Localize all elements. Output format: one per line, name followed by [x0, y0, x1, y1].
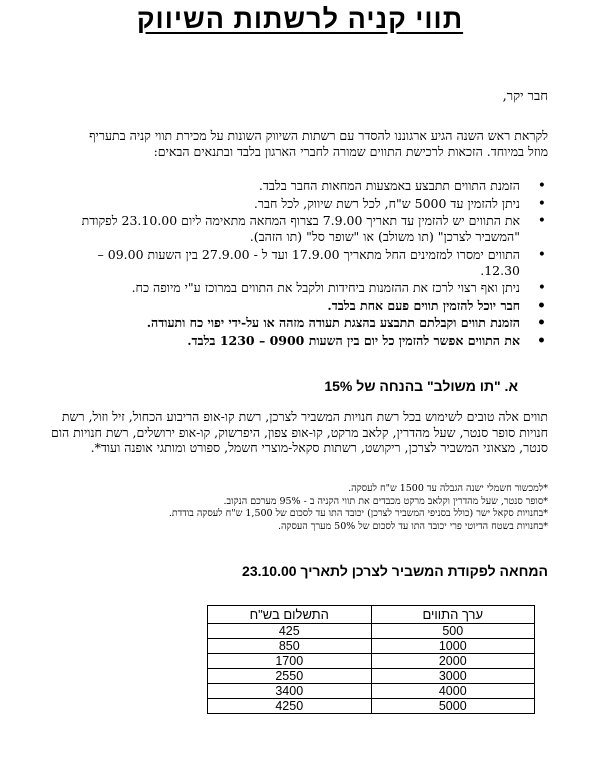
cell-payment: 425: [208, 624, 372, 639]
section-a-heading: א. "תו משולב" בהנחה של 15%: [324, 378, 518, 394]
table-row: [208, 699, 535, 714]
condition-item: • הזמנת התווים תתבצע באמצעות המחאות החבר בלבד.: [78, 178, 548, 194]
condition-item: • התווים ימסרו למזמינים החל מתאריך 17.9.00 ועד ל - 27.9.00 בין השעות 09.00 – 12.30.: [78, 247, 548, 279]
condition-item: • ניתן ואף רצוי לרכז את ההזמנות ביחידות ולקבל את התווים במרוכז ע"י מיופה כח.: [78, 280, 548, 296]
table-row: [208, 684, 535, 699]
conditions-list: [78, 178, 548, 350]
cell-payment: 850: [208, 639, 372, 654]
table-row: [208, 654, 535, 669]
cell-value: 4000: [371, 684, 535, 699]
condition-item: • את התווים אפשר להזמין כל יום בין השעות 0900 – 1230 בלבד.: [78, 333, 548, 349]
table-header-row: [208, 606, 535, 624]
cell-payment: 3400: [208, 684, 372, 699]
price-table: [207, 605, 535, 714]
cell-value: 3000: [371, 669, 535, 684]
table-row: [208, 624, 535, 639]
page-title: תווי קניה לרשתות השיווק: [136, 4, 464, 34]
intro-paragraph: לקראת ראש השנה הגיע ארגוננו להסדר עם רשתות השיווק השונות על מכירת תווי קניה בתעריף מוזל במיוחד. הזכאות לרכישת התווים שמורה לחברי הארגון בלבד ובתנאים הבאים:: [89, 128, 548, 159]
footnote: *בחנויות סקאל ישר (כולל בסניפי המשביר לצרכן) יכובד התו עד לסכום של 1,500 ש"ח לעסקה בודדת.: [168, 508, 548, 519]
cell-value: 500: [371, 624, 535, 639]
header-payment: התשלום בש"ח: [208, 606, 372, 624]
cell-payment: 2550: [208, 669, 372, 684]
greeting: חבר יקר,: [502, 89, 548, 104]
cell-payment: 1700: [208, 654, 372, 669]
footnote: *בחנויות בשטח הדיוטי פרי יכובד התו עד לסכום של 50% מערך העסקה.: [277, 520, 548, 532]
footnotes-list: [88, 483, 548, 533]
condition-item: • חבר יוכל להזמין תווים פעם אחת בלבד.: [78, 298, 548, 314]
cell-value: 5000: [371, 699, 535, 714]
footnote: *סופר סנטר, שעל מהדרין וקלאב מרקט מכבדים את תווי הקניה ב - 95% מערכם הנקוב.: [223, 495, 548, 507]
footnote: *למכשור חשמלי ישנה הגבלה עד 1500 ש"ח לעסקה.: [348, 483, 548, 494]
section-b-heading: המחאה לפקודת המשביר לצרכן לתאריך 23.10.00: [242, 563, 548, 579]
cell-value: 1000: [371, 639, 535, 654]
cell-value: 2000: [371, 654, 535, 669]
condition-item: • ניתן להזמין עד 5000 ש"ח, לכל רשת שיווק, לכל חבר.: [78, 196, 548, 212]
stores-paragraph: תווים אלה טובים לשימוש בכל רשת חנויות המשביר לצרכן, רשת קו-אופ הריבוע הכחול, זיל וזול, רשת חנויות סופר סנטר, שעל מהדרין, קלאב מרקט, קו-אופ צפון, היפרשוק, קו-אופ ירושלים, רשת חנויות הום סנטר, מצאוני המשביר לצרכן, ריקושט, רשתות סקאל-מוצרי חשמל, ספורט ומותגי אופנה ועוד*.: [51, 409, 548, 455]
table-row: [208, 669, 535, 684]
table-row: [208, 639, 535, 654]
condition-item: • הזמנת תווים וקבלתם תתבצע בהצגת תעודה מזהה או על-ידי יפוי כח ותעודה.: [78, 315, 548, 331]
cell-payment: 4250: [208, 699, 372, 714]
header-value: ערך התווים: [371, 606, 535, 624]
condition-item: • את התווים יש להזמין עד תאריך 7.9.00 בצרוף המחאה מתאימה ליום 23.10.00 לפקודת "המשביר לצרכן" (תו משולב) או "שופר סל" (תו הזהב).: [78, 213, 548, 245]
